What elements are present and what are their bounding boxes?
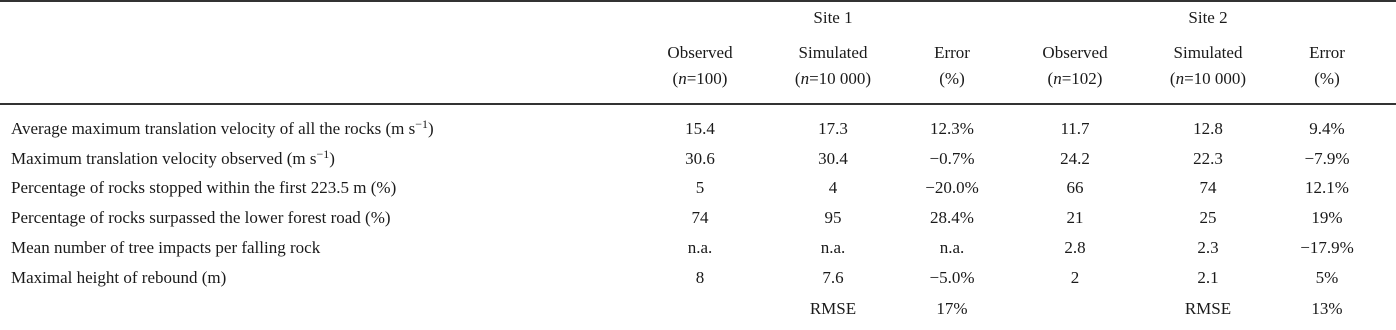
col-header-simulated-site1 <box>771 40 895 92</box>
table-cell: 15.4 <box>685 119 715 138</box>
table-cell: 2.1 <box>1197 268 1219 287</box>
table-cell: 17.3 <box>818 119 848 138</box>
header-rule <box>0 103 1396 105</box>
col-header-line1: Simulated <box>798 43 868 62</box>
table-cell: 74 <box>691 208 709 227</box>
table-cell: 22.3 <box>1193 149 1223 168</box>
col-header-observed-site2 <box>1019 40 1131 92</box>
table-top-rule <box>0 0 1396 2</box>
col-header-line2: (n=10 000) <box>794 69 872 88</box>
col-header-error-site1 <box>900 40 1004 92</box>
col-header-simulated-site2 <box>1146 40 1270 92</box>
col-header-line2: (n=100) <box>672 69 728 88</box>
table-cell: −20.0% <box>925 178 979 197</box>
row-label: Maximal height of rebound (m) <box>11 268 227 287</box>
table-cell: 95 <box>824 208 842 227</box>
table-cell: −7.9% <box>1304 149 1350 168</box>
table-cell: 19% <box>1311 208 1343 227</box>
table-cell: n.a. <box>687 238 713 257</box>
table-cell: 9.4% <box>1309 119 1345 138</box>
site1-header: Site 1 <box>813 8 853 27</box>
col-header-line2: (n=10 000) <box>1169 69 1247 88</box>
table-cell: 7.6 <box>822 268 844 287</box>
rmse-value-site1: 17% <box>936 299 968 318</box>
table-cell: 12.8 <box>1193 119 1223 138</box>
table-cell: 21 <box>1066 208 1084 227</box>
table-cell: 8 <box>695 268 705 287</box>
row-label: Mean number of tree impacts per falling rock <box>11 238 321 257</box>
table-cell: −17.9% <box>1300 238 1354 257</box>
table-cell: 30.6 <box>685 149 715 168</box>
table-cell: n.a. <box>820 238 846 257</box>
rmse-label-site1: RMSE <box>809 299 857 318</box>
col-header-line1: Observed <box>1042 43 1108 62</box>
table-cell: 30.4 <box>818 149 848 168</box>
table-cell: −0.7% <box>929 149 975 168</box>
col-header-line2: (n=102) <box>1047 69 1103 88</box>
col-header-observed-site1 <box>644 40 756 92</box>
row-label: Percentage of rocks surpassed the lower forest road (%) <box>11 208 391 227</box>
col-header-line1: Observed <box>667 43 733 62</box>
table-cell: 11.7 <box>1060 119 1090 138</box>
table-cell: 66 <box>1066 178 1084 197</box>
table-cell: 2.8 <box>1064 238 1086 257</box>
col-header-line1: Error <box>934 43 970 62</box>
table-cell: 28.4% <box>930 208 974 227</box>
col-header-line2: (%) <box>1314 69 1340 88</box>
col-header-line1: Error <box>1309 43 1345 62</box>
table-cell: 2 <box>1070 268 1080 287</box>
col-header-line2: (%) <box>939 69 965 88</box>
table-cell: 4 <box>828 178 838 197</box>
col-header-error-site2 <box>1275 40 1379 92</box>
site2-header: Site 2 <box>1188 8 1228 27</box>
col-header-line1: Simulated <box>1173 43 1243 62</box>
table-cell: 12.3% <box>930 119 974 138</box>
table-cell: 5 <box>695 178 705 197</box>
table-cell: −5.0% <box>929 268 975 287</box>
row-label: Percentage of rocks stopped within the first 223.5 m (%) <box>11 178 397 197</box>
rmse-label-site2: RMSE <box>1184 299 1232 318</box>
table-cell: n.a. <box>939 238 965 257</box>
table-cell: 5% <box>1315 268 1339 287</box>
table-cell: 25 <box>1199 208 1217 227</box>
table-cell: 2.3 <box>1197 238 1219 257</box>
table-cell: 24.2 <box>1060 149 1090 168</box>
rmse-value-site2: 13% <box>1311 299 1343 318</box>
row-label: Average maximum translation velocity of all the rocks (m $s^{-1}$) <box>11 117 434 138</box>
row-label: Maximum translation velocity observed (m $s^{-1}$) <box>11 147 335 168</box>
table-cell: 12.1% <box>1305 178 1349 197</box>
table-cell: 74 <box>1199 178 1217 197</box>
